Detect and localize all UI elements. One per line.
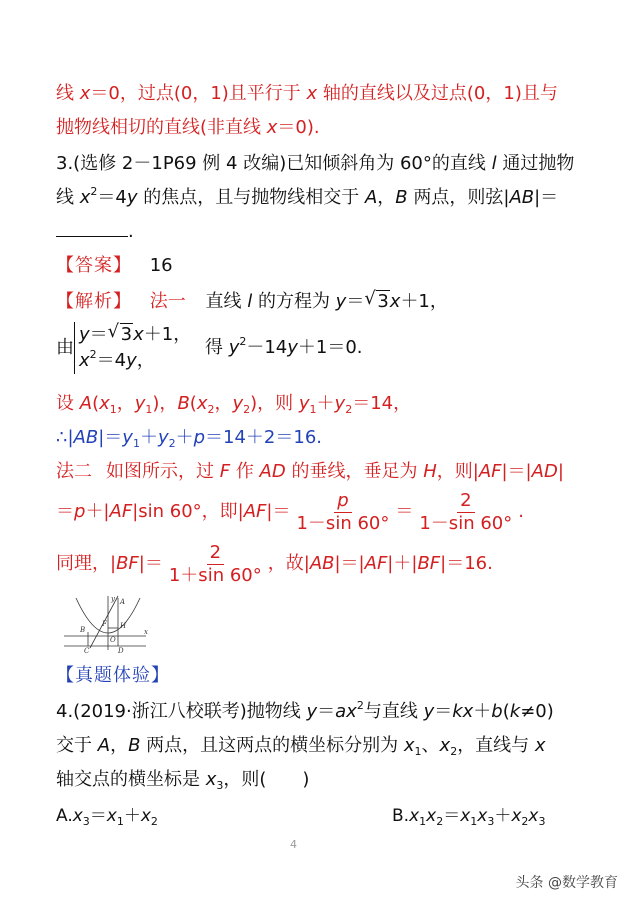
fraction-2-plus: $\frac{2}{1+\sin 60^\circ}$ bbox=[168, 541, 262, 586]
fig-label-c: C bbox=[84, 647, 90, 654]
intro-line-2: 抛物线相切的直线(非直线 x＝0). bbox=[56, 117, 320, 138]
fig-label-o: O bbox=[110, 636, 116, 644]
q3-answer-blank: . bbox=[56, 220, 134, 244]
q4-line-2: 交于 A，B 两点，且这两点的横坐标分别为 $x_1$、$x_2$，直线与 x bbox=[56, 735, 546, 758]
system-brace: y＝ √ 3x＋1， $x^2=4y$， bbox=[74, 322, 191, 374]
fig-label-f: F bbox=[102, 620, 107, 628]
q4-line-1: 4.(2019·浙江八校联考)抛物线 $y=ax^2$与直线 y＝kx＋b(k≠0) bbox=[56, 699, 554, 722]
equation-system: 由 y＝ √ 3x＋1， $x^2=4y$， 得 $y^2-14y+1=0$. bbox=[56, 322, 363, 374]
fraction-2-minus: $\frac{2}{1-\sin 60^\circ}$ bbox=[419, 489, 513, 534]
fig-label-h: H bbox=[120, 622, 127, 630]
fig-label-y: y bbox=[111, 595, 115, 603]
watermark: 头条 @数学教育 bbox=[515, 875, 618, 891]
q4-line-3: 轴交点的横坐标是 $x_3$，则( ) bbox=[56, 769, 310, 792]
method-2-similar: 同理，|BF|＝ $\frac{2}{1+\sin 60^\circ}$ ，故|AB|＝|AF|＋|BF|＝16. bbox=[56, 541, 493, 586]
q3-line-1: 3.(选修 2－1P69 例 4 改编)已知倾斜角为 60°的直线 l 通过抛物 bbox=[56, 153, 575, 174]
section-header: 【真题体验】 bbox=[56, 665, 170, 686]
fig-label-x: x bbox=[144, 628, 148, 636]
page-number: 4 bbox=[290, 838, 297, 851]
q4-option-b: $B.x_1x_2=x_1x_3+x_2x_3$ bbox=[392, 806, 546, 828]
analysis-result: $\therefore|AB|=y_1+y_2+p=14+2=16$. bbox=[56, 427, 323, 450]
analysis-set-points: 设 $A(x_1$，$y_1$)，$B(x_2$，$y_2$)，则 $y_1+y_2=14$， bbox=[56, 393, 412, 416]
method-1-label: 法一 bbox=[149, 291, 186, 312]
analysis-label: 【解析】 bbox=[56, 291, 132, 312]
intro-line-1: 线 x＝0，过点(0，1)且平行于 x 轴的直线以及过点(0，1)且与 bbox=[56, 83, 558, 104]
method-2-line-2: ＝p＋|AF|sin 60°，即|AF|＝ $\frac{p}{1-\sin 60^\circ}$ ＝ $\frac{2}{1-\sin 60^\circ}$ . bbox=[56, 489, 524, 534]
answer-line bbox=[56, 254, 173, 278]
fig-label-b: B bbox=[80, 626, 86, 634]
answer-label: 【答案】 bbox=[56, 255, 132, 276]
parabola-figure bbox=[60, 592, 152, 654]
fig-label-a: A bbox=[120, 598, 126, 606]
method-2-line-1: 法二 如图所示，过 F 作 AD 的垂线，垂足为 H，则|AF|＝|AD| bbox=[56, 461, 564, 482]
q3-line-2: 线 $x^2=4y$ 的焦点，且与抛物线相交于 A，B 两点，则弦|AB|＝ bbox=[56, 185, 559, 208]
fraction-p: $\frac{p}{1-\sin 60^\circ}$ bbox=[296, 489, 390, 534]
answer-value: 16 bbox=[149, 255, 173, 276]
analysis-line-1: 【解析】 法一 直线 l 的方程为 y＝ √ 3x＋1， bbox=[56, 288, 448, 312]
fig-label-d: D bbox=[118, 647, 124, 654]
q4-option-a: $A.x_3=x_1+x_2$ bbox=[56, 806, 158, 828]
method-2-label: 法二 bbox=[56, 461, 92, 482]
